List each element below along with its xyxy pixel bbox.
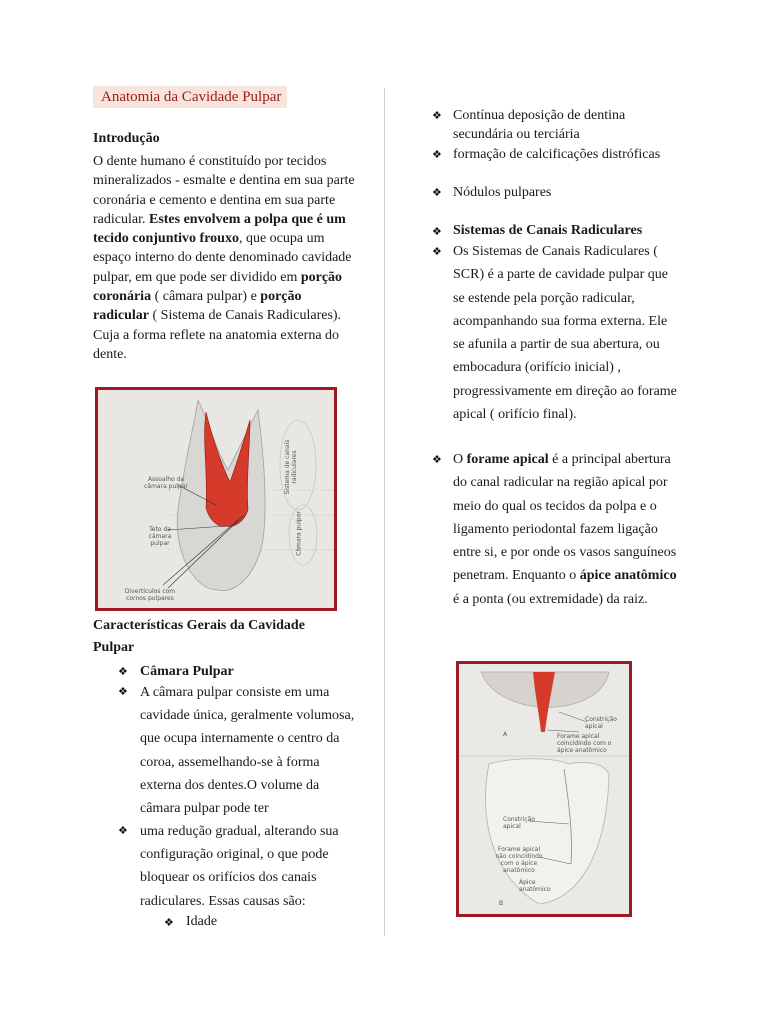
bullet-icon: ❖ [118,825,128,837]
intro-paragraph: O dente humano é constituído por tecidos mineralizados - esmalte e dentina em sua parte coronária e cemento e dentina em sua parte radicular. Estes envolvem a polpa que é um tecido conjuntivo frouxo, que ocupa um espaço interno do dente denominado cavidade pulpar, em que pode ser dividido em porção coronária ( câmara pulpar) e porção radicular ( Sistema de Canais Radiculares). Cuja a forma reflete na anatomia externa do dente. [93,154,355,362]
apex-figure [456,661,632,917]
label-forame-b: Forame apical não coincidindo com o ápice anatômico [495,846,543,874]
caracteristicas-heading: Características Gerais da Cavidade Pulpar [93,618,305,655]
forame-text: O forame apical é a principal abertura do canal radicular na região apical por meio do qual os tecidos da polpa e o ligamento periodontal fazem ligação entre si, e por onde os vasos sanguíneos penetram. Enquanto o ápice anatômico é a ponta (ou extremidade) da raiz. [453,452,677,607]
right-bullet-2: formação de calcificações distróficas [453,147,661,162]
label-diverticulos: Divertículos com cornos pulpares [124,588,176,602]
bullet-icon: ❖ [432,454,442,466]
tooth-figure [95,387,337,611]
label-a: A [503,731,508,738]
bullet-icon: ❖ [118,666,128,678]
bullet-icon: ❖ [118,686,128,698]
right-bullet-3: Nódulos pulpares [453,185,552,200]
bullet-icon: ❖ [432,149,442,161]
idade-item: Idade [186,914,218,929]
reducao-text: uma redução gradual, alterando sua configuração original, o que pode bloquear os orifícios dos canais radiculares. Essas causas são: [140,824,339,909]
label-b: B [499,900,504,907]
page-title: Anatomia da Cavidade Pulpar [93,86,287,108]
label-camara: Câmara pulpar [295,511,303,556]
scr-text: Os Sistemas de Canais Radiculares ( SCR) é a parte de cavidade pulpar que se estende pela porção radicular, acompanhando sua forma externa. Ele se afunila a partir de sua abertura, ou embocadura (orifício inicial) , progressivamente em direção ao forame apical ( orifício final). [453,244,677,423]
apex-illustration [459,664,629,914]
camara-title: Câmara Pulpar [140,664,234,679]
column-divider [384,88,385,936]
label-teto: Teto da câmara pulpar [148,526,172,547]
right-bullet-1: Contínua deposição de dentina secundária ou terciária [453,108,626,142]
label-assoalho: Assoalho da câmara pulpar [144,476,188,490]
label-constricao-a: Constrição apical [585,716,617,730]
bullet-icon: ❖ [432,110,442,122]
bullet-icon: ❖ [432,226,442,238]
label-forame-a: Forame apical coincidindo com o ápice anatômico [557,733,612,754]
tooth-illustration [98,390,334,608]
intro-heading: Introdução [93,131,160,146]
label-constricao-b: Constrição apical [503,816,535,830]
camara-text: A câmara pulpar consiste em uma cavidade única, geralmente volumosa, que ocupa internamente o centro da coroa, assemelhando-se à forma externa dos dentes.O volume da câmara pulpar pode ter [140,685,355,817]
scr-heading: Sistemas de Canais Radiculares [453,223,643,238]
bullet-icon: ❖ [432,246,442,258]
bullet-icon: ❖ [432,187,442,199]
bullet-icon: ❖ [164,917,174,929]
label-apice: Ápice anatômico [519,879,551,893]
label-sistema: Sistema de canais radiculares [284,439,298,495]
